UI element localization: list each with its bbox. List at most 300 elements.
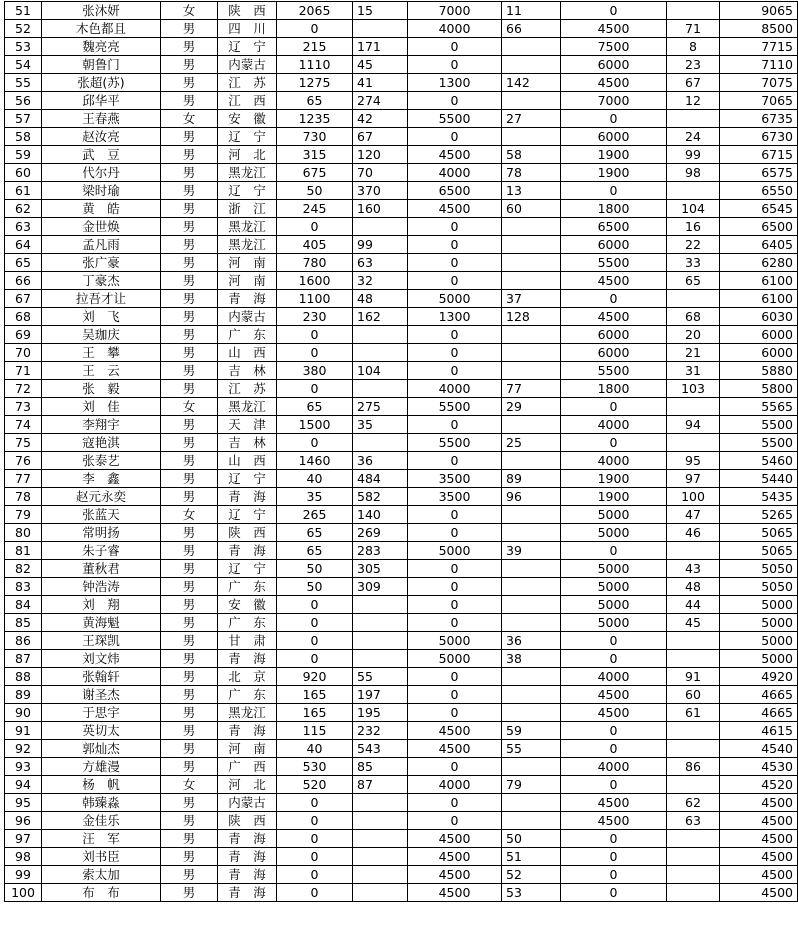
value-a-cell: 65 bbox=[277, 524, 353, 542]
province-cell: 江 西 bbox=[218, 92, 277, 110]
rank-cell: 74 bbox=[5, 416, 42, 434]
value-c-cell: 4500 bbox=[561, 686, 667, 704]
rank-cell: 70 bbox=[5, 344, 42, 362]
value-a-cell: 0 bbox=[277, 632, 353, 650]
table-row bbox=[5, 254, 798, 272]
province-cell: 河 南 bbox=[218, 254, 277, 272]
value-b-cell: 4500 bbox=[408, 146, 502, 164]
name-cell: 张翰轩 bbox=[42, 668, 161, 686]
value-c-cell: 5000 bbox=[561, 524, 667, 542]
name-cell: 丁豪杰 bbox=[42, 272, 161, 290]
rank-a-cell: 45 bbox=[353, 56, 408, 74]
rank-cell: 77 bbox=[5, 470, 42, 488]
value-b-cell: 4500 bbox=[408, 848, 502, 866]
province-cell: 内蒙古 bbox=[218, 794, 277, 812]
name-cell: 刘 飞 bbox=[42, 308, 161, 326]
value-c-cell: 0 bbox=[561, 866, 667, 884]
value-c-cell: 5000 bbox=[561, 506, 667, 524]
province-cell: 浙 江 bbox=[218, 200, 277, 218]
rank-c-cell: 12 bbox=[667, 92, 720, 110]
gender-cell: 男 bbox=[161, 74, 218, 92]
name-cell: 英切太 bbox=[42, 722, 161, 740]
value-a-cell: 920 bbox=[277, 668, 353, 686]
total-cell: 5050 bbox=[720, 560, 798, 578]
total-cell: 5265 bbox=[720, 506, 798, 524]
value-b-cell: 0 bbox=[408, 794, 502, 812]
table-body bbox=[5, 2, 798, 902]
province-cell: 黑龙江 bbox=[218, 164, 277, 182]
total-cell: 6550 bbox=[720, 182, 798, 200]
total-cell: 5065 bbox=[720, 542, 798, 560]
value-b-cell: 4500 bbox=[408, 830, 502, 848]
value-a-cell: 115 bbox=[277, 722, 353, 740]
gender-cell: 男 bbox=[161, 668, 218, 686]
gender-cell: 男 bbox=[161, 146, 218, 164]
value-a-cell: 265 bbox=[277, 506, 353, 524]
rank-a-cell: 269 bbox=[353, 524, 408, 542]
name-cell: 郭灿杰 bbox=[42, 740, 161, 758]
rank-b-cell: 38 bbox=[502, 650, 561, 668]
value-c-cell: 0 bbox=[561, 830, 667, 848]
value-c-cell: 5500 bbox=[561, 362, 667, 380]
value-b-cell: 0 bbox=[408, 128, 502, 146]
total-cell: 6730 bbox=[720, 128, 798, 146]
gender-cell: 女 bbox=[161, 398, 218, 416]
gender-cell: 男 bbox=[161, 740, 218, 758]
value-b-cell: 5000 bbox=[408, 632, 502, 650]
rank-a-cell bbox=[353, 326, 408, 344]
table-row bbox=[5, 74, 798, 92]
gender-cell: 男 bbox=[161, 452, 218, 470]
rank-a-cell bbox=[353, 866, 408, 884]
value-b-cell: 4000 bbox=[408, 380, 502, 398]
value-a-cell: 0 bbox=[277, 884, 353, 902]
total-cell: 6000 bbox=[720, 326, 798, 344]
rank-c-cell: 47 bbox=[667, 506, 720, 524]
rank-a-cell bbox=[353, 218, 408, 236]
rank-b-cell: 128 bbox=[502, 308, 561, 326]
gender-cell: 女 bbox=[161, 506, 218, 524]
value-a-cell: 0 bbox=[277, 218, 353, 236]
value-b-cell: 1300 bbox=[408, 308, 502, 326]
gender-cell: 男 bbox=[161, 308, 218, 326]
rank-b-cell bbox=[502, 452, 561, 470]
rank-b-cell bbox=[502, 326, 561, 344]
value-b-cell: 7000 bbox=[408, 2, 502, 20]
rank-c-cell bbox=[667, 398, 720, 416]
total-cell: 4500 bbox=[720, 848, 798, 866]
rank-cell: 61 bbox=[5, 182, 42, 200]
rank-c-cell: 94 bbox=[667, 416, 720, 434]
value-c-cell: 0 bbox=[561, 398, 667, 416]
table-row bbox=[5, 542, 798, 560]
table-row bbox=[5, 722, 798, 740]
value-b-cell: 4500 bbox=[408, 866, 502, 884]
table-row bbox=[5, 506, 798, 524]
value-a-cell: 50 bbox=[277, 182, 353, 200]
value-b-cell: 6500 bbox=[408, 182, 502, 200]
rank-b-cell: 37 bbox=[502, 290, 561, 308]
rank-cell: 76 bbox=[5, 452, 42, 470]
value-c-cell: 0 bbox=[561, 722, 667, 740]
rank-cell: 85 bbox=[5, 614, 42, 632]
value-c-cell: 5000 bbox=[561, 614, 667, 632]
gender-cell: 男 bbox=[161, 254, 218, 272]
value-a-cell: 0 bbox=[277, 344, 353, 362]
value-a-cell: 0 bbox=[277, 848, 353, 866]
rank-cell: 64 bbox=[5, 236, 42, 254]
rank-cell: 68 bbox=[5, 308, 42, 326]
name-cell: 谢圣杰 bbox=[42, 686, 161, 704]
total-cell: 4500 bbox=[720, 812, 798, 830]
rank-cell: 54 bbox=[5, 56, 42, 74]
value-b-cell: 0 bbox=[408, 704, 502, 722]
total-cell: 5000 bbox=[720, 650, 798, 668]
value-c-cell: 0 bbox=[561, 182, 667, 200]
total-cell: 5500 bbox=[720, 434, 798, 452]
rank-cell: 96 bbox=[5, 812, 42, 830]
name-cell: 魏亮亮 bbox=[42, 38, 161, 56]
rank-c-cell bbox=[667, 722, 720, 740]
rank-cell: 65 bbox=[5, 254, 42, 272]
province-cell: 广 东 bbox=[218, 578, 277, 596]
rank-a-cell: 36 bbox=[353, 452, 408, 470]
rank-cell: 79 bbox=[5, 506, 42, 524]
name-cell: 金世焕 bbox=[42, 218, 161, 236]
value-b-cell: 0 bbox=[408, 452, 502, 470]
province-cell: 天 津 bbox=[218, 416, 277, 434]
value-a-cell: 530 bbox=[277, 758, 353, 776]
rank-c-cell bbox=[667, 866, 720, 884]
table-row bbox=[5, 2, 798, 20]
gender-cell: 男 bbox=[161, 128, 218, 146]
name-cell: 索太加 bbox=[42, 866, 161, 884]
rank-a-cell: 370 bbox=[353, 182, 408, 200]
table-row bbox=[5, 146, 798, 164]
rank-c-cell: 95 bbox=[667, 452, 720, 470]
value-a-cell: 0 bbox=[277, 866, 353, 884]
value-c-cell: 5500 bbox=[561, 254, 667, 272]
value-c-cell: 5000 bbox=[561, 596, 667, 614]
rank-a-cell: 582 bbox=[353, 488, 408, 506]
rank-cell: 55 bbox=[5, 74, 42, 92]
value-b-cell: 0 bbox=[408, 362, 502, 380]
rank-c-cell: 23 bbox=[667, 56, 720, 74]
gender-cell: 男 bbox=[161, 524, 218, 542]
rank-a-cell: 274 bbox=[353, 92, 408, 110]
table-row bbox=[5, 200, 798, 218]
value-a-cell: 315 bbox=[277, 146, 353, 164]
value-a-cell: 780 bbox=[277, 254, 353, 272]
name-cell: 刘 佳 bbox=[42, 398, 161, 416]
province-cell: 青 海 bbox=[218, 866, 277, 884]
total-cell: 4520 bbox=[720, 776, 798, 794]
total-cell: 6735 bbox=[720, 110, 798, 128]
table-row bbox=[5, 848, 798, 866]
name-cell: 韩臻淼 bbox=[42, 794, 161, 812]
value-b-cell: 0 bbox=[408, 668, 502, 686]
gender-cell: 男 bbox=[161, 416, 218, 434]
name-cell: 王 云 bbox=[42, 362, 161, 380]
table-row bbox=[5, 452, 798, 470]
total-cell: 5065 bbox=[720, 524, 798, 542]
value-c-cell: 0 bbox=[561, 740, 667, 758]
value-b-cell: 5500 bbox=[408, 110, 502, 128]
gender-cell: 男 bbox=[161, 830, 218, 848]
value-b-cell: 0 bbox=[408, 812, 502, 830]
value-c-cell: 0 bbox=[561, 110, 667, 128]
rank-c-cell: 16 bbox=[667, 218, 720, 236]
rank-c-cell bbox=[667, 776, 720, 794]
value-b-cell: 5000 bbox=[408, 542, 502, 560]
table-row bbox=[5, 884, 798, 902]
rank-a-cell: 232 bbox=[353, 722, 408, 740]
value-b-cell: 0 bbox=[408, 686, 502, 704]
rank-c-cell bbox=[667, 632, 720, 650]
province-cell: 辽 宁 bbox=[218, 38, 277, 56]
value-a-cell: 50 bbox=[277, 578, 353, 596]
table-row bbox=[5, 92, 798, 110]
name-cell: 赵元永奕 bbox=[42, 488, 161, 506]
rank-a-cell: 195 bbox=[353, 704, 408, 722]
rank-b-cell bbox=[502, 794, 561, 812]
table-row bbox=[5, 560, 798, 578]
rank-a-cell: 120 bbox=[353, 146, 408, 164]
total-cell: 5000 bbox=[720, 596, 798, 614]
rank-a-cell: 305 bbox=[353, 560, 408, 578]
value-b-cell: 5000 bbox=[408, 290, 502, 308]
rank-c-cell bbox=[667, 830, 720, 848]
rank-c-cell: 24 bbox=[667, 128, 720, 146]
table-row bbox=[5, 128, 798, 146]
table-row bbox=[5, 758, 798, 776]
rank-a-cell: 543 bbox=[353, 740, 408, 758]
rank-cell: 88 bbox=[5, 668, 42, 686]
rank-b-cell: 89 bbox=[502, 470, 561, 488]
rank-a-cell: 484 bbox=[353, 470, 408, 488]
name-cell: 张超(苏) bbox=[42, 74, 161, 92]
rank-b-cell: 96 bbox=[502, 488, 561, 506]
rank-b-cell: 59 bbox=[502, 722, 561, 740]
table-row bbox=[5, 20, 798, 38]
name-cell: 梁时瑜 bbox=[42, 182, 161, 200]
rank-c-cell: 21 bbox=[667, 344, 720, 362]
province-cell: 青 海 bbox=[218, 290, 277, 308]
province-cell: 青 海 bbox=[218, 884, 277, 902]
value-c-cell: 0 bbox=[561, 2, 667, 20]
value-c-cell: 0 bbox=[561, 776, 667, 794]
gender-cell: 男 bbox=[161, 56, 218, 74]
table-row bbox=[5, 668, 798, 686]
rank-cell: 63 bbox=[5, 218, 42, 236]
table-row bbox=[5, 38, 798, 56]
value-c-cell: 7500 bbox=[561, 38, 667, 56]
name-cell: 刘 翔 bbox=[42, 596, 161, 614]
gender-cell: 男 bbox=[161, 200, 218, 218]
rank-a-cell bbox=[353, 830, 408, 848]
province-cell: 黑龙江 bbox=[218, 236, 277, 254]
value-a-cell: 0 bbox=[277, 614, 353, 632]
rank-a-cell bbox=[353, 596, 408, 614]
gender-cell: 男 bbox=[161, 488, 218, 506]
province-cell: 河 北 bbox=[218, 146, 277, 164]
value-c-cell: 1900 bbox=[561, 488, 667, 506]
value-b-cell: 3500 bbox=[408, 488, 502, 506]
value-b-cell: 0 bbox=[408, 506, 502, 524]
value-c-cell: 4500 bbox=[561, 812, 667, 830]
table-row bbox=[5, 182, 798, 200]
gender-cell: 男 bbox=[161, 560, 218, 578]
province-cell: 青 海 bbox=[218, 830, 277, 848]
province-cell: 广 东 bbox=[218, 326, 277, 344]
rank-c-cell bbox=[667, 434, 720, 452]
value-b-cell: 4000 bbox=[408, 164, 502, 182]
rank-cell: 84 bbox=[5, 596, 42, 614]
name-cell: 武 豆 bbox=[42, 146, 161, 164]
name-cell: 刘书臣 bbox=[42, 848, 161, 866]
rank-b-cell bbox=[502, 344, 561, 362]
gender-cell: 男 bbox=[161, 290, 218, 308]
value-a-cell: 0 bbox=[277, 326, 353, 344]
province-cell: 辽 宁 bbox=[218, 182, 277, 200]
value-c-cell: 6500 bbox=[561, 218, 667, 236]
value-a-cell: 405 bbox=[277, 236, 353, 254]
table-row bbox=[5, 272, 798, 290]
value-b-cell: 3500 bbox=[408, 470, 502, 488]
rank-c-cell: 33 bbox=[667, 254, 720, 272]
name-cell: 刘文炜 bbox=[42, 650, 161, 668]
rank-c-cell bbox=[667, 542, 720, 560]
gender-cell: 男 bbox=[161, 218, 218, 236]
value-b-cell: 0 bbox=[408, 614, 502, 632]
rank-cell: 53 bbox=[5, 38, 42, 56]
table-row bbox=[5, 470, 798, 488]
value-b-cell: 0 bbox=[408, 326, 502, 344]
rank-cell: 93 bbox=[5, 758, 42, 776]
value-c-cell: 6000 bbox=[561, 236, 667, 254]
rank-cell: 83 bbox=[5, 578, 42, 596]
table-row bbox=[5, 110, 798, 128]
table-row bbox=[5, 776, 798, 794]
rank-b-cell: 13 bbox=[502, 182, 561, 200]
rank-b-cell: 77 bbox=[502, 380, 561, 398]
total-cell: 5050 bbox=[720, 578, 798, 596]
gender-cell: 男 bbox=[161, 326, 218, 344]
gender-cell: 男 bbox=[161, 596, 218, 614]
total-cell: 4615 bbox=[720, 722, 798, 740]
value-c-cell: 0 bbox=[561, 542, 667, 560]
rank-c-cell: 97 bbox=[667, 470, 720, 488]
table-row bbox=[5, 362, 798, 380]
gender-cell: 男 bbox=[161, 470, 218, 488]
province-cell: 青 海 bbox=[218, 650, 277, 668]
rank-b-cell: 58 bbox=[502, 146, 561, 164]
value-c-cell: 6000 bbox=[561, 344, 667, 362]
table-row bbox=[5, 434, 798, 452]
total-cell: 4500 bbox=[720, 830, 798, 848]
value-a-cell: 1100 bbox=[277, 290, 353, 308]
value-c-cell: 0 bbox=[561, 884, 667, 902]
ranking-table bbox=[4, 1, 798, 902]
value-a-cell: 0 bbox=[277, 794, 353, 812]
value-a-cell: 245 bbox=[277, 200, 353, 218]
rank-b-cell: 78 bbox=[502, 164, 561, 182]
rank-c-cell: 31 bbox=[667, 362, 720, 380]
value-a-cell: 2065 bbox=[277, 2, 353, 20]
gender-cell: 男 bbox=[161, 236, 218, 254]
rank-b-cell bbox=[502, 758, 561, 776]
total-cell: 8500 bbox=[720, 20, 798, 38]
name-cell: 张 毅 bbox=[42, 380, 161, 398]
value-b-cell: 0 bbox=[408, 758, 502, 776]
rank-cell: 81 bbox=[5, 542, 42, 560]
rank-b-cell: 25 bbox=[502, 434, 561, 452]
province-cell: 陕 西 bbox=[218, 812, 277, 830]
value-a-cell: 0 bbox=[277, 434, 353, 452]
value-c-cell: 1800 bbox=[561, 380, 667, 398]
rank-c-cell: 8 bbox=[667, 38, 720, 56]
rank-b-cell: 27 bbox=[502, 110, 561, 128]
table-row bbox=[5, 344, 798, 362]
value-c-cell: 4500 bbox=[561, 272, 667, 290]
value-a-cell: 1235 bbox=[277, 110, 353, 128]
rank-c-cell: 46 bbox=[667, 524, 720, 542]
total-cell: 7715 bbox=[720, 38, 798, 56]
name-cell: 杨 帆 bbox=[42, 776, 161, 794]
rank-cell: 62 bbox=[5, 200, 42, 218]
value-c-cell: 6000 bbox=[561, 326, 667, 344]
name-cell: 孟凡雨 bbox=[42, 236, 161, 254]
gender-cell: 男 bbox=[161, 848, 218, 866]
province-cell: 内蒙古 bbox=[218, 56, 277, 74]
rank-b-cell: 29 bbox=[502, 398, 561, 416]
rank-cell: 80 bbox=[5, 524, 42, 542]
name-cell: 金佳乐 bbox=[42, 812, 161, 830]
name-cell: 黄海魁 bbox=[42, 614, 161, 632]
name-cell: 李 鑫 bbox=[42, 470, 161, 488]
rank-a-cell: 140 bbox=[353, 506, 408, 524]
rank-cell: 71 bbox=[5, 362, 42, 380]
rank-cell: 97 bbox=[5, 830, 42, 848]
rank-b-cell: 66 bbox=[502, 20, 561, 38]
value-a-cell: 730 bbox=[277, 128, 353, 146]
province-cell: 辽 宁 bbox=[218, 560, 277, 578]
value-c-cell: 4500 bbox=[561, 704, 667, 722]
value-b-cell: 5000 bbox=[408, 650, 502, 668]
value-a-cell: 0 bbox=[277, 812, 353, 830]
rank-a-cell bbox=[353, 632, 408, 650]
rank-cell: 98 bbox=[5, 848, 42, 866]
province-cell: 黑龙江 bbox=[218, 218, 277, 236]
province-cell: 吉 林 bbox=[218, 362, 277, 380]
rank-c-cell: 62 bbox=[667, 794, 720, 812]
province-cell: 黑龙江 bbox=[218, 398, 277, 416]
value-b-cell: 0 bbox=[408, 56, 502, 74]
gender-cell: 女 bbox=[161, 776, 218, 794]
value-a-cell: 65 bbox=[277, 92, 353, 110]
rank-c-cell: 98 bbox=[667, 164, 720, 182]
rank-b-cell bbox=[502, 812, 561, 830]
name-cell: 王琛凯 bbox=[42, 632, 161, 650]
rank-c-cell: 99 bbox=[667, 146, 720, 164]
rank-b-cell bbox=[502, 614, 561, 632]
province-cell: 甘 肃 bbox=[218, 632, 277, 650]
value-c-cell: 0 bbox=[561, 632, 667, 650]
province-cell: 河 南 bbox=[218, 272, 277, 290]
value-c-cell: 5000 bbox=[561, 578, 667, 596]
value-c-cell: 4500 bbox=[561, 794, 667, 812]
rank-cell: 60 bbox=[5, 164, 42, 182]
